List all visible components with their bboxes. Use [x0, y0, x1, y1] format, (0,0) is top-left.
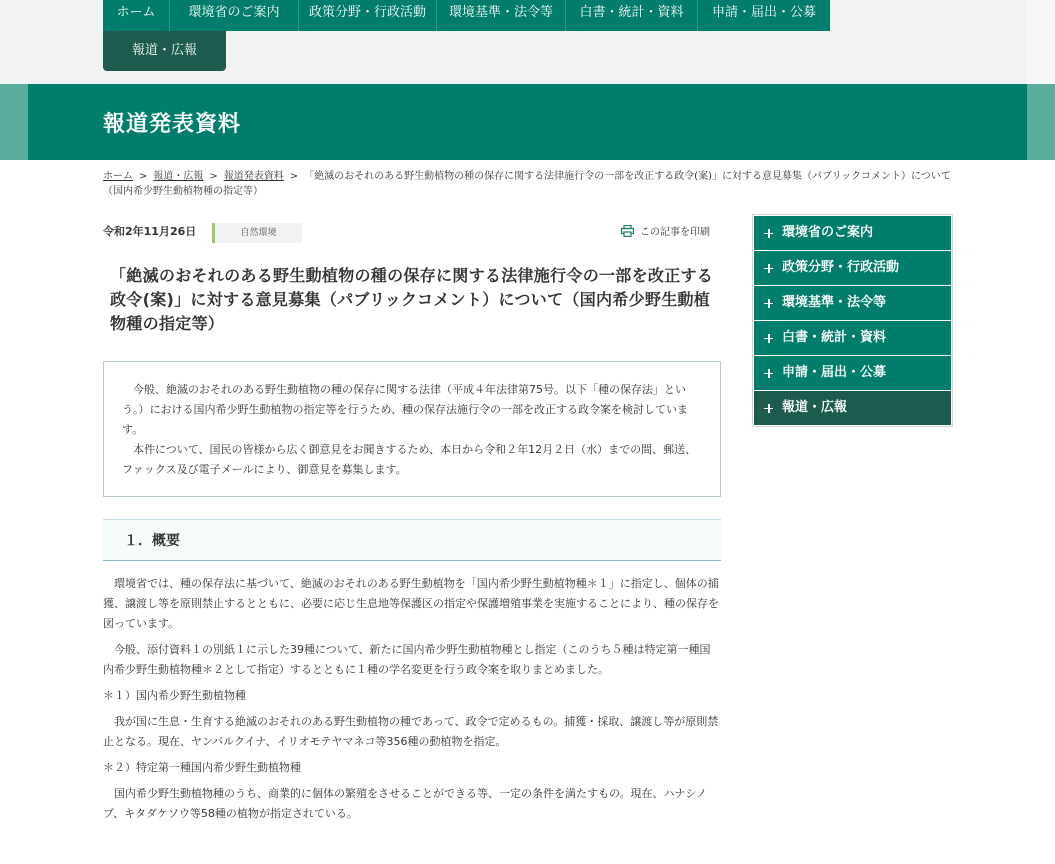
note-text: 国内希少野生動植物種のうち、商業的に個体の繁殖をさせることができる等、一定の条件を満たすもの。現在、ハナシノブ、キタダケソウ等58種の植物が指定されている。	[103, 787, 707, 820]
nav-standards[interactable]: 環境基準・法令等	[437, 0, 566, 31]
sidebar-item-standards[interactable]	[754, 286, 951, 320]
nav-about[interactable]: 環境省のご案内	[170, 0, 299, 31]
nav-applications[interactable]: 申請・届出・公募	[711, 5, 816, 20]
plus-icon	[764, 334, 773, 343]
breadcrumb-separator: >	[209, 171, 218, 182]
lead-summary-box	[103, 361, 721, 497]
section-heading-overview: １．概要	[103, 519, 721, 561]
nav-policy[interactable]: 政策分野・行政活動	[299, 0, 437, 31]
print-label: この記事を印刷	[640, 227, 710, 238]
lead-paragraph: 本件について、国民の皆様から広く御意見をお聞きするため、本日から令和２年12月２日（水）までの間、郵送、ファックス及び電子メールにより、御意見を募集します。	[122, 443, 697, 476]
sidebar-item-label: 環境省のご案内	[782, 225, 874, 240]
section-body	[103, 574, 721, 830]
body-paragraph: 今般、添付資料１の別紙１に示した39種について、新たに国内希少野生動植物種とし指定（このうち５種は特定第一種国内希少野生動植物種＊２として指定）するとともに１種の学名変更を行う政令案を取りまとめました。	[103, 643, 711, 676]
sidebar-item-whitepaper[interactable]	[754, 321, 951, 355]
breadcrumb-current: 「絶滅のおそれのある野生動植物の種の保存に関する法律施行令の一部を改正する政令(案)」に対する意見募集（パブリックコメント）について（国内希少野生動植物種の指定等）	[103, 171, 951, 197]
global-nav	[103, 0, 830, 31]
plus-icon	[764, 404, 773, 413]
sidebar-item-applications[interactable]	[754, 356, 951, 390]
sidebar-item-label: 白書・統計・資料	[782, 330, 887, 345]
printer-icon	[621, 225, 634, 237]
breadcrumb	[103, 169, 953, 199]
sidebar-item-press[interactable]	[754, 391, 951, 425]
nav-press-active[interactable]: 報道・広報	[103, 31, 226, 71]
nav-home[interactable]: ホーム	[103, 0, 170, 31]
category-tag: 自然環境	[212, 223, 302, 243]
note-title: ＊１）国内希少野生動植物種	[103, 689, 246, 702]
print-link[interactable]	[621, 223, 710, 238]
breadcrumb-home[interactable]: ホーム	[103, 171, 133, 182]
sidebar-item-label: 申請・届出・公募	[782, 365, 887, 380]
sidebar-nav	[752, 214, 953, 427]
sidebar-item-about[interactable]	[754, 216, 951, 250]
breadcrumb-press-releases[interactable]: 報道発表資料	[223, 171, 284, 182]
plus-icon	[764, 299, 773, 308]
plus-icon	[764, 229, 773, 238]
body-paragraph: 環境省では、種の保存法に基づいて、絶滅のおそれのある野生動植物を「国内希少野生動植物種＊１」に指定し、個体の捕獲、譲渡し等を原則禁止するとともに、必要に応じ生息地等保護区の指定や保護増殖事業を実施することにより、種の保存を図っています。	[103, 577, 719, 630]
sidebar-item-label: 政策分野・行政活動	[782, 260, 900, 275]
plus-icon	[764, 369, 773, 378]
sidebar-item-label: 報道・広報	[782, 400, 848, 415]
header-band-edge	[1027, 0, 1055, 84]
breadcrumb-press[interactable]: 報道・広報	[153, 171, 204, 182]
publish-date: 令和2年11月26日	[103, 225, 197, 238]
page-title-band	[0, 84, 1055, 160]
plus-icon	[764, 264, 773, 273]
note-text: 我が国に生息・生育する絶滅のおそれのある野生動植物の種であって、政令で定めるもの。捕獲・採取、譲渡し等が原則禁止となる。現在、ヤンバルクイナ、イリオモテヤマネコ等356種の動植物を指定。	[103, 715, 719, 748]
article-title: 「絶滅のおそれのある野生動植物の種の保存に関する法律施行令の一部を改正する政令(案)」に対する意見募集（パブリックコメント）について（国内希少野生動植物種の指定等）	[110, 266, 714, 333]
sidebar-item-policy[interactable]	[754, 251, 951, 285]
note-title: ＊２）特定第一種国内希少野生動植物種	[103, 761, 301, 774]
breadcrumb-separator: >	[139, 171, 148, 182]
page-title: 報道発表資料	[103, 112, 242, 137]
lead-paragraph: 今般、絶滅のおそれのある野生動植物の種の保存に関する法律（平成４年法律第75号。以下「種の保存法」という。）における国内希少野生動植物の指定等を行うため、種の保存法施行令の一部を改正する政令案を検討しています。	[122, 383, 689, 436]
nav-whitepaper[interactable]: 白書・統計・資料	[566, 0, 698, 31]
sidebar-item-label: 環境基準・法令等	[782, 295, 887, 310]
breadcrumb-separator: >	[289, 171, 299, 182]
title-band-edge-right	[1027, 84, 1055, 160]
title-band-edge-left	[0, 84, 28, 160]
